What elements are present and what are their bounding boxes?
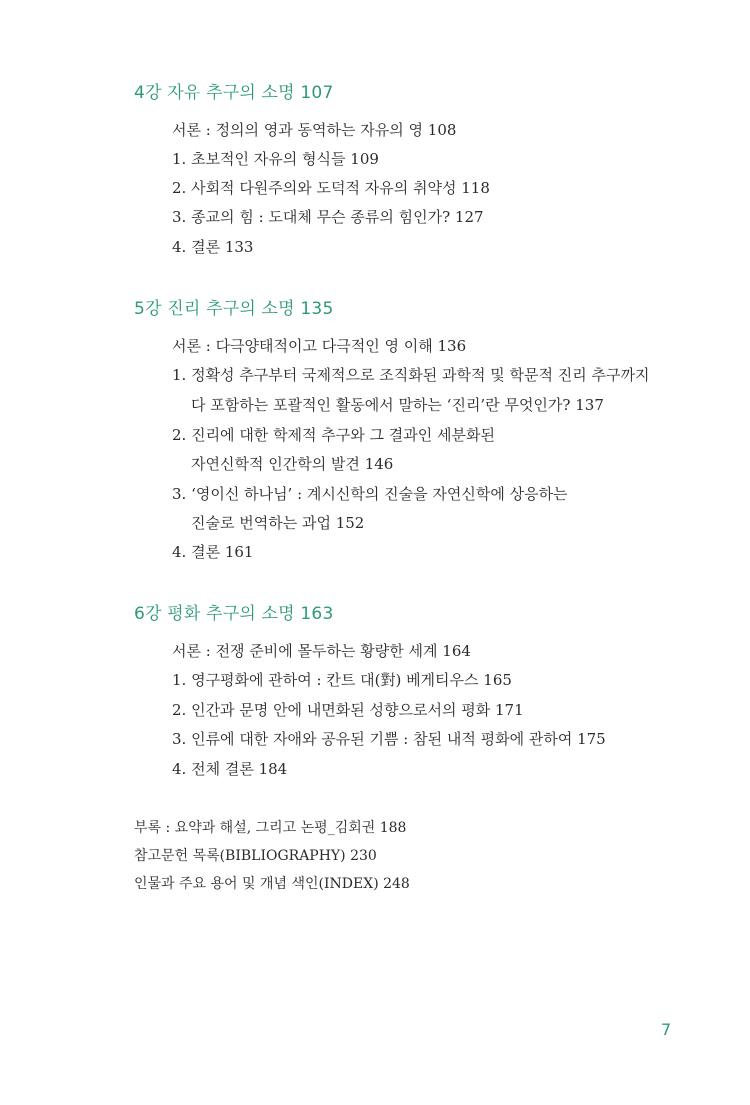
toc-entry[interactable]: 2. 진리에 대한 학제적 추구와 그 결과인 세분화된 [172,426,495,444]
toc-entry[interactable]: 4. 전체 결론 184 [172,760,288,778]
toc-entry[interactable]: 2. 사회적 다원주의와 도덕적 자유의 취약성 118 [172,179,490,197]
toc-entry[interactable]: 1. 정확성 추구부터 국제적으로 조직화된 과학적 및 학문적 진리 추구까지 [172,366,650,384]
toc-entry[interactable]: 4. 결론 133 [172,238,254,256]
toc-entry[interactable]: 2. 인간과 문명 안에 내면화된 성향으로서의 평화 171 [172,701,524,719]
toc-entry-continuation[interactable]: 진술로 번역하는 과업 152 [191,514,365,532]
toc-entry[interactable]: 서론 : 전쟁 준비에 몰두하는 황량한 세계 164 [172,642,471,660]
toc-entry[interactable]: 3. 인류에 대한 자애와 공유된 기쁨 : 참된 내적 평화에 관하여 175 [172,730,606,748]
appendix-entry[interactable]: 부록 : 요약과 해설, 그리고 논평_김회권 188 [134,820,407,836]
chapter-4-title[interactable]: 4강 자유 추구의 소명 107 [134,83,334,103]
toc-entry-continuation[interactable]: 다 포함하는 포괄적인 활동에서 말하는 ‘진리’란 무엇인가? 137 [191,396,604,414]
toc-entry[interactable]: 3. 종교의 힘 : 도대체 무슨 종류의 힘인가? 127 [172,208,484,226]
index-entry[interactable]: 인물과 주요 용어 및 개념 색인(INDEX) 248 [134,876,410,892]
chapter-5-title[interactable]: 5강 진리 추구의 소명 135 [134,299,334,319]
page-number: 7 [661,1020,672,1039]
toc-entry[interactable]: 3. ‘영이신 하나님’ : 계시신학의 진술을 자연신학에 상응하는 [172,485,568,503]
toc-entry[interactable]: 4. 결론 161 [172,543,254,561]
toc-entry[interactable]: 1. 초보적인 자유의 형식들 109 [172,150,379,168]
toc-entry[interactable]: 1. 영구평화에 관하여 : 칸트 대(對) 베게티우스 165 [172,671,512,689]
chapter-6-title[interactable]: 6강 평화 추구의 소명 163 [134,604,334,624]
toc-entry[interactable]: 서론 : 정의의 영과 동역하는 자유의 영 108 [172,121,457,139]
toc-entry[interactable]: 서론 : 다극양태적이고 다극적인 영 이해 136 [172,337,467,355]
bibliography-entry[interactable]: 참고문헌 목록(BIBLIOGRAPHY) 230 [134,848,377,864]
toc-entry-continuation[interactable]: 자연신학적 인간학의 발견 146 [191,455,394,473]
